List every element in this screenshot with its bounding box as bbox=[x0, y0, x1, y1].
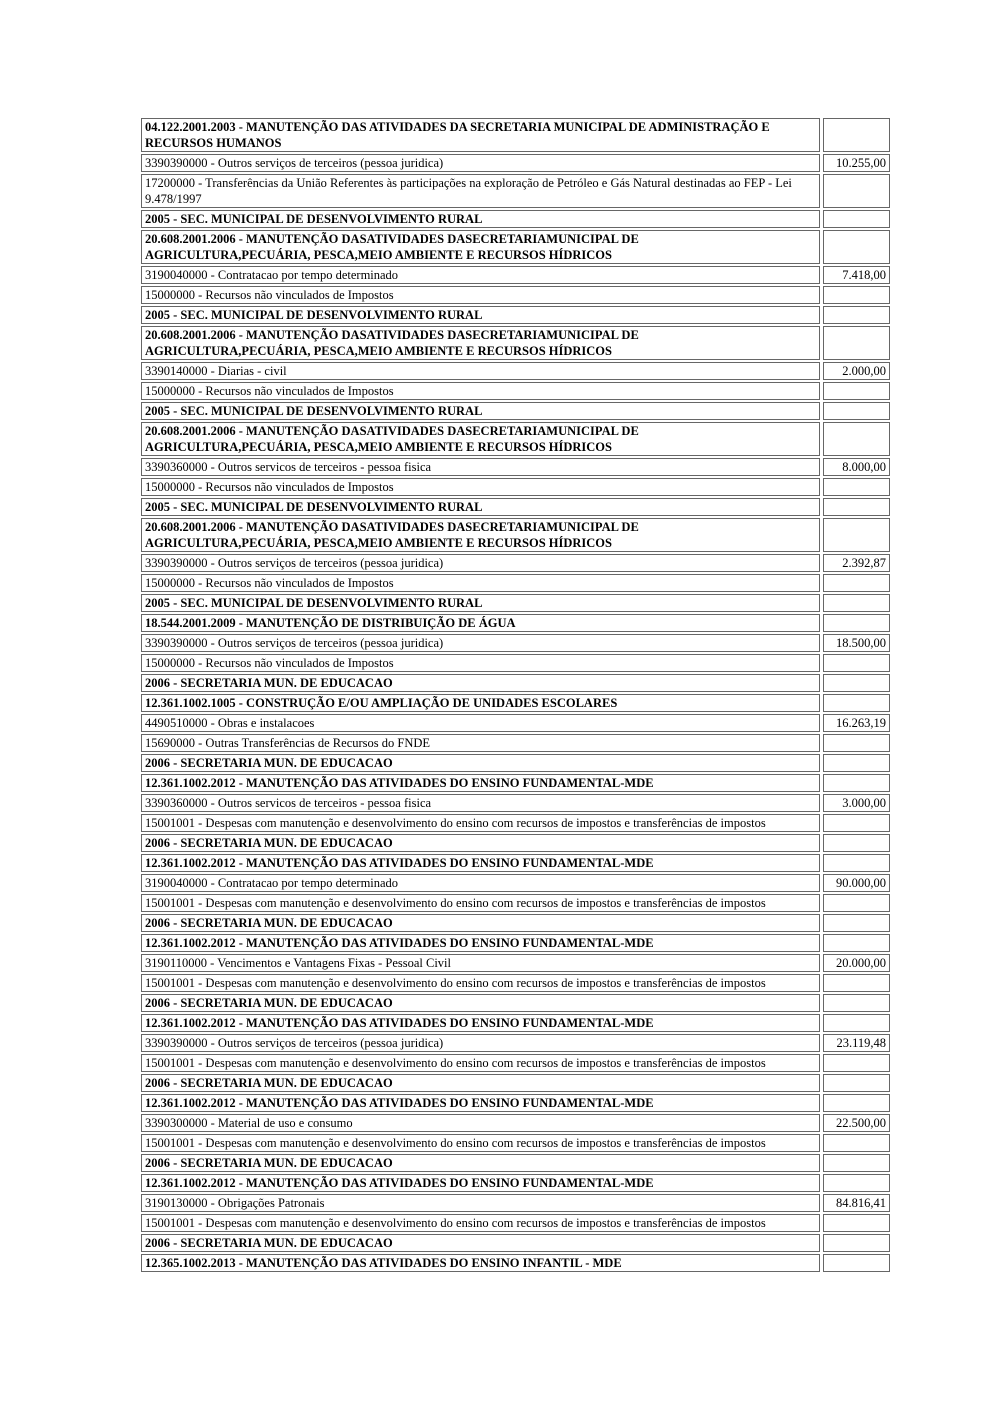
row-description: 3190130000 - Obrigações Patronais bbox=[141, 1194, 820, 1212]
row-value bbox=[823, 230, 890, 264]
row-value bbox=[823, 654, 890, 672]
table-row bbox=[141, 894, 890, 912]
row-value bbox=[823, 774, 890, 792]
table-row bbox=[141, 1194, 890, 1212]
table-row bbox=[141, 874, 890, 892]
row-description: 2006 - SECRETARIA MUN. DE EDUCACAO bbox=[141, 674, 820, 692]
table-row bbox=[141, 362, 890, 380]
table-row bbox=[141, 674, 890, 692]
table-row bbox=[141, 286, 890, 304]
table-row bbox=[141, 814, 890, 832]
row-value bbox=[823, 174, 890, 208]
row-value: 90.000,00 bbox=[823, 874, 890, 892]
row-description: 15000000 - Recursos não vinculados de Impostos bbox=[141, 654, 820, 672]
row-description: 15001001 - Despesas com manutenção e desenvolvimento do ensino com recursos de impostos e transferências de impostos bbox=[141, 1134, 820, 1152]
table-row bbox=[141, 518, 890, 552]
row-value bbox=[823, 894, 890, 912]
row-description: 12.361.1002.2012 - MANUTENÇÃO DAS ATIVIDADES DO ENSINO FUNDAMENTAL-MDE bbox=[141, 934, 820, 952]
table-row bbox=[141, 954, 890, 972]
table-row bbox=[141, 754, 890, 772]
row-value bbox=[823, 1154, 890, 1172]
table-row bbox=[141, 854, 890, 872]
row-description: 2005 - SEC. MUNICIPAL DE DESENVOLVIMENTO RURAL bbox=[141, 402, 820, 420]
row-value bbox=[823, 994, 890, 1012]
row-description: 2006 - SECRETARIA MUN. DE EDUCACAO bbox=[141, 754, 820, 772]
row-value bbox=[823, 734, 890, 752]
row-description: 2006 - SECRETARIA MUN. DE EDUCACAO bbox=[141, 834, 820, 852]
table-row bbox=[141, 230, 890, 264]
row-value bbox=[823, 674, 890, 692]
row-value: 2.392,87 bbox=[823, 554, 890, 572]
table-row bbox=[141, 1034, 890, 1052]
table-row bbox=[141, 382, 890, 400]
row-description: 3390390000 - Outros serviços de terceiros (pessoa juridica) bbox=[141, 554, 820, 572]
table-row bbox=[141, 1154, 890, 1172]
table-row bbox=[141, 934, 890, 952]
row-value: 20.000,00 bbox=[823, 954, 890, 972]
row-description: 15000000 - Recursos não vinculados de Impostos bbox=[141, 286, 820, 304]
row-description: 3390300000 - Material de uso e consumo bbox=[141, 1114, 820, 1132]
row-description: 12.361.1002.2012 - MANUTENÇÃO DAS ATIVIDADES DO ENSINO FUNDAMENTAL-MDE bbox=[141, 774, 820, 792]
row-value bbox=[823, 518, 890, 552]
row-description: 2005 - SEC. MUNICIPAL DE DESENVOLVIMENTO RURAL bbox=[141, 594, 820, 612]
table-row bbox=[141, 834, 890, 852]
row-value bbox=[823, 614, 890, 632]
row-value bbox=[823, 694, 890, 712]
row-value bbox=[823, 306, 890, 324]
row-value bbox=[823, 498, 890, 516]
table-row bbox=[141, 774, 890, 792]
table-row bbox=[141, 210, 890, 228]
table-row bbox=[141, 1054, 890, 1072]
row-value bbox=[823, 1214, 890, 1232]
table-row bbox=[141, 1174, 890, 1192]
row-value bbox=[823, 854, 890, 872]
table-row bbox=[141, 1254, 890, 1272]
row-value bbox=[823, 1054, 890, 1072]
row-value bbox=[823, 1234, 890, 1252]
row-value bbox=[823, 326, 890, 360]
row-description: 20.608.2001.2006 - MANUTENÇÃO DASATIVIDADES DASECRETARIAMUNICIPAL DE AGRICULTURA,PECUÁRIA, PESCA,MEIO AMBIENTE E RECURSOS HÍDRICOS bbox=[141, 326, 820, 360]
table-row bbox=[141, 1014, 890, 1032]
row-description: 2006 - SECRETARIA MUN. DE EDUCACAO bbox=[141, 1074, 820, 1092]
table-row bbox=[141, 498, 890, 516]
row-value: 16.263,19 bbox=[823, 714, 890, 732]
row-description: 3190110000 - Vencimentos e Vantagens Fixas - Pessoal Civil bbox=[141, 954, 820, 972]
row-value: 23.119,48 bbox=[823, 1034, 890, 1052]
row-value: 84.816,41 bbox=[823, 1194, 890, 1212]
row-description: 17200000 - Transferências da União Referentes às participações na exploração de Petróleo e Gás Natural destinadas ao FEP - Lei 9.478/1997 bbox=[141, 174, 820, 208]
row-value bbox=[823, 422, 890, 456]
row-value bbox=[823, 914, 890, 932]
row-value bbox=[823, 402, 890, 420]
table-row bbox=[141, 594, 890, 612]
row-description: 3190040000 - Contratacao por tempo determinado bbox=[141, 266, 820, 284]
table-row bbox=[141, 694, 890, 712]
row-description: 12.365.1002.2013 - MANUTENÇÃO DAS ATIVIDADES DO ENSINO INFANTIL - MDE bbox=[141, 1254, 820, 1272]
row-value bbox=[823, 934, 890, 952]
row-value bbox=[823, 210, 890, 228]
table-row bbox=[141, 422, 890, 456]
table-row bbox=[141, 154, 890, 172]
row-value bbox=[823, 118, 890, 152]
row-description: 2006 - SECRETARIA MUN. DE EDUCACAO bbox=[141, 914, 820, 932]
row-description: 2006 - SECRETARIA MUN. DE EDUCACAO bbox=[141, 994, 820, 1012]
row-value bbox=[823, 382, 890, 400]
row-value bbox=[823, 1254, 890, 1272]
row-description: 3390140000 - Diarias - civil bbox=[141, 362, 820, 380]
row-description: 12.361.1002.1005 - CONSTRUÇÃO E/OU AMPLIAÇÃO DE UNIDADES ESCOLARES bbox=[141, 694, 820, 712]
row-description: 20.608.2001.2006 - MANUTENÇÃO DASATIVIDADES DASECRETARIAMUNICIPAL DE AGRICULTURA,PECUÁRIA, PESCA,MEIO AMBIENTE E RECURSOS HÍDRICOS bbox=[141, 422, 820, 456]
row-description: 2006 - SECRETARIA MUN. DE EDUCACAO bbox=[141, 1234, 820, 1252]
row-value bbox=[823, 754, 890, 772]
row-description: 2005 - SEC. MUNICIPAL DE DESENVOLVIMENTO RURAL bbox=[141, 306, 820, 324]
row-description: 15690000 - Outras Transferências de Recursos do FNDE bbox=[141, 734, 820, 752]
row-value bbox=[823, 974, 890, 992]
row-description: 15000000 - Recursos não vinculados de Impostos bbox=[141, 574, 820, 592]
row-description: 3390390000 - Outros serviços de terceiros (pessoa juridica) bbox=[141, 154, 820, 172]
row-description: 3190040000 - Contratacao por tempo determinado bbox=[141, 874, 820, 892]
row-description: 4490510000 - Obras e instalacoes bbox=[141, 714, 820, 732]
row-value: 3.000,00 bbox=[823, 794, 890, 812]
row-value: 8.000,00 bbox=[823, 458, 890, 476]
table-row bbox=[141, 266, 890, 284]
table-row bbox=[141, 478, 890, 496]
table-row bbox=[141, 1074, 890, 1092]
row-description: 12.361.1002.2012 - MANUTENÇÃO DAS ATIVIDADES DO ENSINO FUNDAMENTAL-MDE bbox=[141, 854, 820, 872]
table-row bbox=[141, 1114, 890, 1132]
table-row bbox=[141, 1134, 890, 1152]
table-row bbox=[141, 574, 890, 592]
row-description: 3390390000 - Outros serviços de terceiros (pessoa juridica) bbox=[141, 634, 820, 652]
row-description: 15001001 - Despesas com manutenção e desenvolvimento do ensino com recursos de impostos e transferências de impostos bbox=[141, 1214, 820, 1232]
row-value bbox=[823, 834, 890, 852]
table-row bbox=[141, 714, 890, 732]
table-row bbox=[141, 614, 890, 632]
row-value bbox=[823, 594, 890, 612]
table-row bbox=[141, 654, 890, 672]
budget-table-body bbox=[141, 118, 890, 1272]
table-row bbox=[141, 402, 890, 420]
row-value: 18.500,00 bbox=[823, 634, 890, 652]
row-description: 20.608.2001.2006 - MANUTENÇÃO DASATIVIDADES DASECRETARIAMUNICIPAL DE AGRICULTURA,PECUÁRIA, PESCA,MEIO AMBIENTE E RECURSOS HÍDRICOS bbox=[141, 230, 820, 264]
row-value bbox=[823, 1094, 890, 1112]
table-row bbox=[141, 174, 890, 208]
table-row bbox=[141, 1094, 890, 1112]
table-row bbox=[141, 914, 890, 932]
row-description: 18.544.2001.2009 - MANUTENÇÃO DE DISTRIBUIÇÃO DE ÁGUA bbox=[141, 614, 820, 632]
row-description: 20.608.2001.2006 - MANUTENÇÃO DASATIVIDADES DASECRETARIAMUNICIPAL DE AGRICULTURA,PECUÁRIA, PESCA,MEIO AMBIENTE E RECURSOS HÍDRICOS bbox=[141, 518, 820, 552]
table-row bbox=[141, 1214, 890, 1232]
table-row bbox=[141, 458, 890, 476]
table-row bbox=[141, 734, 890, 752]
table-row bbox=[141, 974, 890, 992]
row-description: 2005 - SEC. MUNICIPAL DE DESENVOLVIMENTO RURAL bbox=[141, 210, 820, 228]
row-value bbox=[823, 814, 890, 832]
row-value bbox=[823, 1074, 890, 1092]
row-description: 12.361.1002.2012 - MANUTENÇÃO DAS ATIVIDADES DO ENSINO FUNDAMENTAL-MDE bbox=[141, 1094, 820, 1112]
table-row bbox=[141, 118, 890, 152]
row-description: 15001001 - Despesas com manutenção e desenvolvimento do ensino com recursos de impostos e transferências de impostos bbox=[141, 814, 820, 832]
row-description: 15001001 - Despesas com manutenção e desenvolvimento do ensino com recursos de impostos e transferências de impostos bbox=[141, 974, 820, 992]
budget-table bbox=[138, 116, 893, 1274]
table-row bbox=[141, 794, 890, 812]
row-description: 04.122.2001.2003 - MANUTENÇÃO DAS ATIVIDADES DA SECRETARIA MUNICIPAL DE ADMINISTRAÇÃO E RECURSOS HUMANOS bbox=[141, 118, 820, 152]
table-row bbox=[141, 994, 890, 1012]
row-value: 7.418,00 bbox=[823, 266, 890, 284]
row-value: 22.500,00 bbox=[823, 1114, 890, 1132]
row-description: 15000000 - Recursos não vinculados de Impostos bbox=[141, 382, 820, 400]
table-row bbox=[141, 634, 890, 652]
row-value bbox=[823, 574, 890, 592]
row-description: 3390390000 - Outros serviços de terceiros (pessoa juridica) bbox=[141, 1034, 820, 1052]
row-value bbox=[823, 1014, 890, 1032]
row-value bbox=[823, 1174, 890, 1192]
row-description: 12.361.1002.2012 - MANUTENÇÃO DAS ATIVIDADES DO ENSINO FUNDAMENTAL-MDE bbox=[141, 1174, 820, 1192]
row-description: 2005 - SEC. MUNICIPAL DE DESENVOLVIMENTO RURAL bbox=[141, 498, 820, 516]
row-value bbox=[823, 478, 890, 496]
row-value bbox=[823, 286, 890, 304]
row-value bbox=[823, 1134, 890, 1152]
row-value: 2.000,00 bbox=[823, 362, 890, 380]
row-description: 3390360000 - Outros servicos de terceiros - pessoa fisica bbox=[141, 794, 820, 812]
row-description: 2006 - SECRETARIA MUN. DE EDUCACAO bbox=[141, 1154, 820, 1172]
row-description: 15001001 - Despesas com manutenção e desenvolvimento do ensino com recursos de impostos e transferências de impostos bbox=[141, 1054, 820, 1072]
table-row bbox=[141, 326, 890, 360]
row-description: 15000000 - Recursos não vinculados de Impostos bbox=[141, 478, 820, 496]
table-row bbox=[141, 1234, 890, 1252]
table-row bbox=[141, 554, 890, 572]
row-description: 15001001 - Despesas com manutenção e desenvolvimento do ensino com recursos de impostos e transferências de impostos bbox=[141, 894, 820, 912]
row-value: 10.255,00 bbox=[823, 154, 890, 172]
row-description: 12.361.1002.2012 - MANUTENÇÃO DAS ATIVIDADES DO ENSINO FUNDAMENTAL-MDE bbox=[141, 1014, 820, 1032]
table-row bbox=[141, 306, 890, 324]
row-description: 3390360000 - Outros servicos de terceiros - pessoa fisica bbox=[141, 458, 820, 476]
